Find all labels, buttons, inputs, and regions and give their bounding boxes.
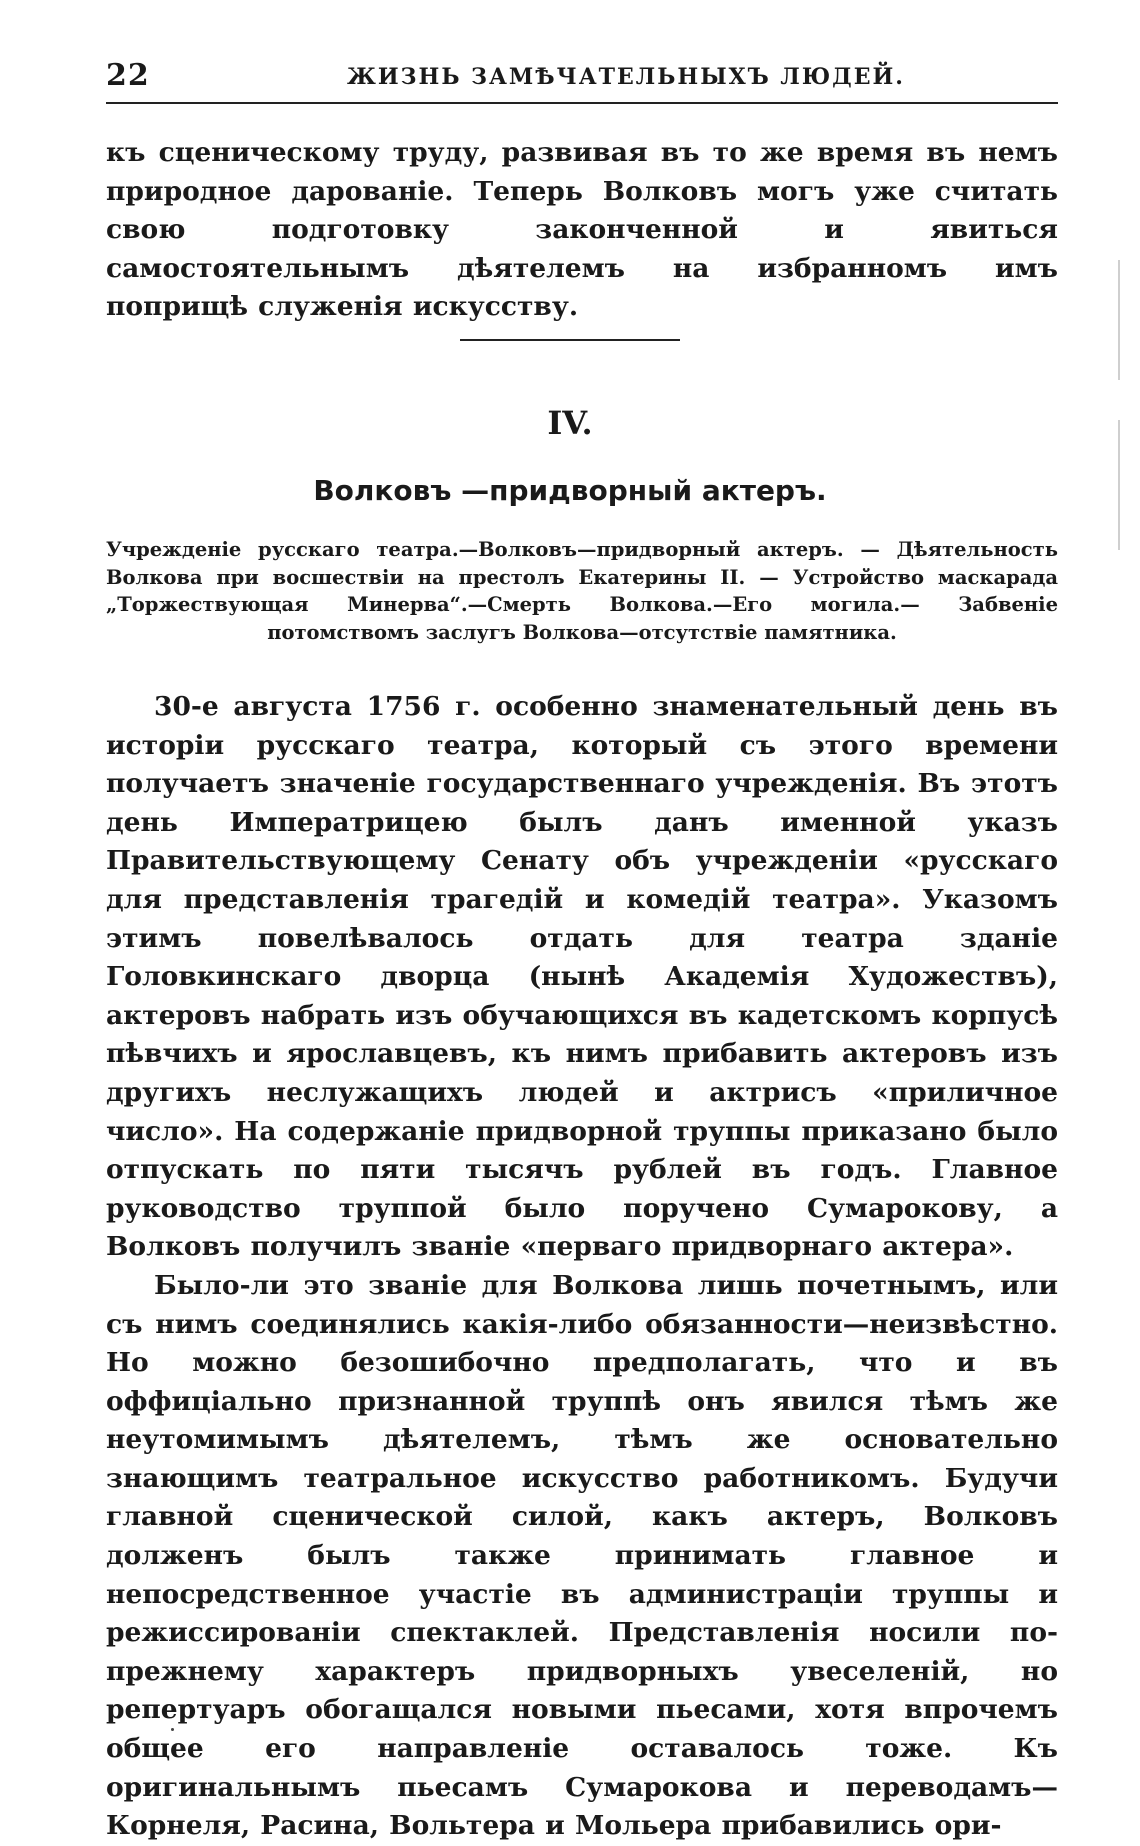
chapter-synopsis: Учрежденіе русскаго театра.—Волковъ—придворный актеръ. — Дѣятельность Волкова при восшествіи на престолъ Екатерины II. — Устройство маскарада „Торжествующая Минерва“.—Смерть Волкова.—Его могила.— Забвеніе потомствомъ заслугъ Волкова—отсутствіе памятника.: [106, 538, 1058, 644]
chapter-body: [106, 688, 1058, 1846]
continuation-paragraph: [106, 134, 1058, 327]
section-divider: [460, 339, 680, 341]
page-header: [106, 58, 1058, 104]
page-edge-shadow: [1118, 420, 1120, 550]
ink-speck: [171, 1728, 174, 1731]
page-number: 22: [106, 58, 150, 93]
page-edge-shadow: [1118, 260, 1120, 380]
running-title: ЖИЗНЬ ЗАМѢЧАТЕЛЬНЫХЪ ЛЮДЕЙ.: [347, 64, 905, 90]
chapter-number: IV.: [547, 404, 593, 442]
body-paragraph-1: 30-е августа 1756 г. особенно знаменательный день въ исторіи русскаго театра, который съ этого времени получаетъ значеніе государственнаго учрежденія. Въ этотъ день Императрицею былъ данъ именной указъ Правительствующему Сенату объ учрежденіи «русскаго для представленія трагедій и комедій театра». Указомъ этимъ повелѣвалось отдать для театра зданіе Головкинскаго дворца (нынѣ Академія Художествъ), актеровъ набрать изъ обучающихся въ кадетскомъ корпусѣ пѣвчихъ и ярославцевъ, къ нимъ прибавить актеровъ изъ другихъ неслужащихъ людей и актрисъ «приличное число». На содержаніе придворной труппы приказано было отпускать по пяти тысячъ рублей въ годъ. Главное руководство труппой было поручено Сумарокову, а Волковъ получилъ званіе «перваго придворнаго актера».: [106, 691, 1058, 1263]
body-paragraph-2: Было-ли это званіе для Волкова лишь почетнымъ, или съ нимъ соединялись какія-либо обязанности—неизвѣстно. Но можно безошибочно предполагать, что и въ оффиціально признанной труппѣ онъ явился тѣмъ же неутомимымъ дѣятелемъ, тѣмъ же основательно знающимъ театральное искусство работникомъ. Будучи главной сценической силой, какъ актеръ, Волковъ долженъ былъ также принимать главное и непосредственное участіе въ администраціи труппы и режиссированіи спектаклей. Представленія носили по-прежнему характеръ придворныхъ увеселеній, но репертуаръ обогащался новыми пьесами, хотя впрочемъ общее его направленіе оставалось тоже. Къ оригинальнымъ пьесамъ Сумарокова и переводамъ—Корнеля, Расина, Вольтера и Мольера прибавились ори-: [106, 1269, 1058, 1842]
continuation-text: къ сценическому труду, развивая въ то же время въ немъ природное дарованіе. Теперь Волковъ могъ уже считать свою подготовку законченной и явиться самостоятельнымъ дѣятелемъ на избранномъ имъ поприщѣ служенія искусству.: [106, 137, 1058, 323]
chapter-title: Волковъ —придворный актеръ.: [313, 474, 827, 507]
